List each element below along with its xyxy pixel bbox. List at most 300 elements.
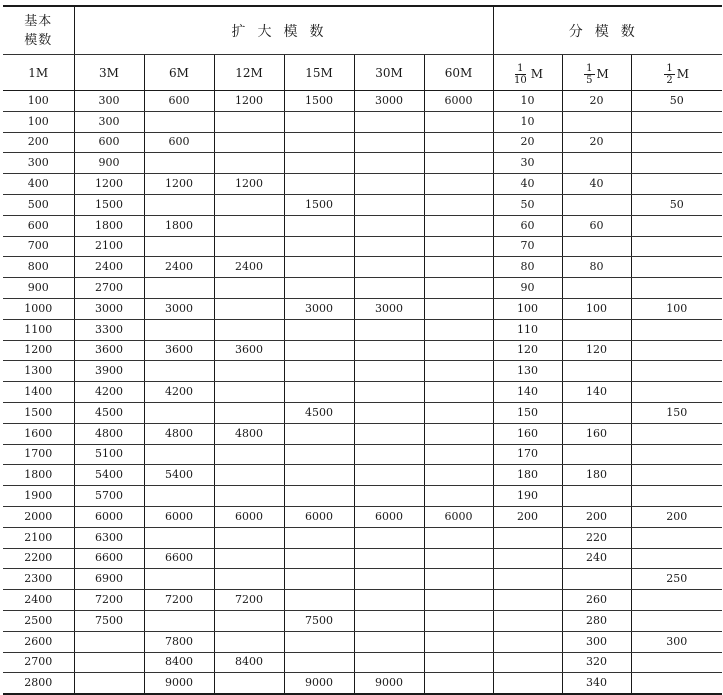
table-cell	[631, 382, 722, 403]
table-cell: 1200	[214, 174, 284, 195]
table-cell	[144, 361, 214, 382]
table-cell	[424, 215, 493, 236]
table-cell	[493, 652, 562, 673]
table-cell	[493, 590, 562, 611]
table-cell	[354, 402, 424, 423]
table-row	[3, 298, 722, 319]
table-row	[3, 174, 722, 195]
table-cell: 120	[562, 340, 631, 361]
table-cell	[144, 111, 214, 132]
table-cell	[214, 132, 284, 153]
table-cell: 1800	[3, 465, 74, 486]
table-cell	[214, 278, 284, 299]
table-cell: 10	[493, 111, 562, 132]
table-cell	[424, 527, 493, 548]
table-cell: 200	[3, 132, 74, 153]
table-cell	[354, 153, 424, 174]
table-cell	[424, 298, 493, 319]
table-row	[3, 194, 722, 215]
table-cell	[562, 194, 631, 215]
table-cell	[214, 444, 284, 465]
table-cell: 2800	[3, 673, 74, 694]
table-row	[3, 319, 722, 340]
table-cell	[144, 444, 214, 465]
table-cell: 4800	[74, 423, 144, 444]
table-cell	[354, 236, 424, 257]
table-cell	[214, 527, 284, 548]
fraction-numerator: 1	[666, 62, 673, 74]
table-cell	[354, 361, 424, 382]
table-cell: 300	[631, 631, 722, 652]
table-cell: 80	[493, 257, 562, 278]
table-cell: 4800	[144, 423, 214, 444]
fraction-numerator: 1	[517, 62, 524, 74]
table-cell	[631, 590, 722, 611]
fraction-denominator: 5	[586, 74, 593, 86]
table-cell	[562, 444, 631, 465]
table-cell: 120	[493, 340, 562, 361]
table-row	[3, 257, 722, 278]
table-row	[3, 153, 722, 174]
table-cell	[424, 548, 493, 569]
table-cell	[214, 194, 284, 215]
table-cell: 3600	[74, 340, 144, 361]
table-row	[3, 278, 722, 299]
table-cell: 320	[562, 652, 631, 673]
table-cell	[493, 631, 562, 652]
table-cell	[354, 486, 424, 507]
table-cell	[354, 278, 424, 299]
col-header-30m: 30M	[354, 55, 424, 91]
table-cell: 1500	[3, 402, 74, 423]
table-cell: 250	[631, 569, 722, 590]
table-cell: 1600	[3, 423, 74, 444]
column-header-row	[3, 55, 722, 91]
table-cell: 4800	[214, 423, 284, 444]
table-cell: 800	[3, 257, 74, 278]
table-cell: 50	[631, 194, 722, 215]
table-row	[3, 91, 722, 112]
table-cell	[214, 673, 284, 694]
table-cell	[424, 486, 493, 507]
table-row	[3, 486, 722, 507]
table-cell: 220	[562, 527, 631, 548]
table-cell: 2400	[214, 257, 284, 278]
table-cell	[74, 652, 144, 673]
table-cell: 130	[493, 361, 562, 382]
table-cell: 600	[3, 215, 74, 236]
table-cell	[284, 215, 354, 236]
table-cell	[631, 132, 722, 153]
table-cell	[354, 631, 424, 652]
table-cell: 80	[562, 257, 631, 278]
table-cell: 2500	[3, 610, 74, 631]
table-cell: 200	[631, 506, 722, 527]
table-cell: 9000	[354, 673, 424, 694]
table-row	[3, 215, 722, 236]
table-cell: 160	[493, 423, 562, 444]
table-cell	[354, 340, 424, 361]
table-row	[3, 132, 722, 153]
table-cell	[354, 423, 424, 444]
table-cell: 100	[631, 298, 722, 319]
col-header-1m: 1M	[3, 55, 74, 91]
table-cell	[354, 465, 424, 486]
table-cell	[631, 527, 722, 548]
table-cell	[144, 486, 214, 507]
table-cell	[144, 610, 214, 631]
table-cell	[284, 236, 354, 257]
table-cell	[144, 319, 214, 340]
table-cell	[424, 402, 493, 423]
table-cell	[424, 236, 493, 257]
table-cell: 30	[493, 153, 562, 174]
table-cell	[284, 590, 354, 611]
table-cell	[631, 278, 722, 299]
table-cell	[214, 111, 284, 132]
table-cell	[631, 236, 722, 257]
table-cell	[631, 465, 722, 486]
table-cell: 2100	[74, 236, 144, 257]
table-cell	[354, 111, 424, 132]
table-cell	[284, 111, 354, 132]
table-cell: 7500	[74, 610, 144, 631]
table-cell: 3000	[354, 298, 424, 319]
table-cell	[631, 610, 722, 631]
table-cell: 1400	[3, 382, 74, 403]
table-cell	[214, 215, 284, 236]
table-cell: 5400	[74, 465, 144, 486]
table-cell	[424, 652, 493, 673]
table-cell: 60	[493, 215, 562, 236]
table-cell	[424, 444, 493, 465]
table-cell	[214, 486, 284, 507]
table-cell	[284, 340, 354, 361]
table-row	[3, 590, 722, 611]
table-cell	[144, 153, 214, 174]
table-cell: 7200	[214, 590, 284, 611]
table-cell	[631, 340, 722, 361]
table-cell: 100	[3, 111, 74, 132]
modulus-table	[3, 5, 722, 695]
table-cell	[562, 361, 631, 382]
table-cell: 110	[493, 319, 562, 340]
table-cell: 3000	[74, 298, 144, 319]
table-cell: 900	[3, 278, 74, 299]
table-cell	[284, 423, 354, 444]
table-cell: 5400	[144, 465, 214, 486]
table-row	[3, 444, 722, 465]
corner-line-1: 基本	[24, 13, 53, 29]
base-modulus-header	[3, 6, 74, 55]
table-cell	[562, 278, 631, 299]
expanded-modulus-header: 扩大模数	[74, 6, 493, 55]
table-cell: 500	[3, 194, 74, 215]
table-cell	[424, 319, 493, 340]
table-cell	[284, 444, 354, 465]
table-cell	[631, 215, 722, 236]
table-cell: 20	[562, 132, 631, 153]
table-row	[3, 402, 722, 423]
table-cell: 8400	[214, 652, 284, 673]
table-cell	[493, 569, 562, 590]
table-cell: 900	[74, 153, 144, 174]
table-cell: 1500	[74, 194, 144, 215]
table-cell: 8400	[144, 652, 214, 673]
table-cell	[424, 132, 493, 153]
table-cell: 100	[493, 298, 562, 319]
table-cell: 400	[3, 174, 74, 195]
table-cell: 700	[3, 236, 74, 257]
table-cell: 1200	[214, 91, 284, 112]
table-cell	[424, 610, 493, 631]
table-cell	[214, 548, 284, 569]
table-row	[3, 340, 722, 361]
table-cell	[354, 319, 424, 340]
col-header-half-m	[631, 55, 722, 91]
table-cell: 300	[74, 91, 144, 112]
table-cell	[284, 153, 354, 174]
table-cell	[562, 236, 631, 257]
table-row	[3, 382, 722, 403]
table-cell	[354, 569, 424, 590]
table-cell: 240	[562, 548, 631, 569]
table-cell: 3600	[144, 340, 214, 361]
table-cell	[424, 174, 493, 195]
table-cell: 3000	[284, 298, 354, 319]
table-body	[3, 91, 722, 695]
table-cell	[631, 444, 722, 465]
table-cell	[284, 652, 354, 673]
col-header-60m: 60M	[424, 55, 493, 91]
table-cell	[424, 153, 493, 174]
table-row	[3, 548, 722, 569]
table-row	[3, 236, 722, 257]
table-cell: 1800	[144, 215, 214, 236]
table-cell: 9000	[284, 673, 354, 694]
fraction-denominator: 10	[513, 74, 527, 86]
table-cell	[214, 610, 284, 631]
table-cell: 7800	[144, 631, 214, 652]
fraction-numerator: 1	[586, 62, 593, 74]
table-cell: 2400	[144, 257, 214, 278]
table-cell: 180	[562, 465, 631, 486]
table-cell	[144, 402, 214, 423]
table-cell: 260	[562, 590, 631, 611]
table-cell	[631, 548, 722, 569]
table-cell	[354, 527, 424, 548]
table-cell	[214, 153, 284, 174]
table-cell	[424, 382, 493, 403]
table-cell	[144, 278, 214, 299]
table-cell: 40	[493, 174, 562, 195]
table-cell	[424, 673, 493, 694]
col-header-3m: 3M	[74, 55, 144, 91]
table-cell	[493, 610, 562, 631]
table-row	[3, 610, 722, 631]
table-cell	[424, 340, 493, 361]
table-cell	[74, 631, 144, 652]
table-cell	[144, 527, 214, 548]
table-cell: 1700	[3, 444, 74, 465]
table-cell: 6000	[284, 506, 354, 527]
table-cell	[424, 257, 493, 278]
table-cell	[354, 215, 424, 236]
table-cell	[424, 569, 493, 590]
table-cell	[214, 569, 284, 590]
table-row	[3, 631, 722, 652]
table-cell	[424, 465, 493, 486]
table-cell: 6000	[354, 506, 424, 527]
table-cell: 190	[493, 486, 562, 507]
table-cell	[354, 610, 424, 631]
table-row	[3, 569, 722, 590]
table-row	[3, 527, 722, 548]
table-cell	[631, 361, 722, 382]
table-cell	[354, 382, 424, 403]
table-cell	[562, 486, 631, 507]
table-cell: 90	[493, 278, 562, 299]
table-cell: 100	[562, 298, 631, 319]
table-cell: 1300	[3, 361, 74, 382]
table-cell: 6000	[144, 506, 214, 527]
fraction-unit: M	[676, 67, 690, 81]
corner-line-2: 模数	[24, 32, 53, 48]
table-cell	[144, 194, 214, 215]
table-cell	[424, 194, 493, 215]
table-cell: 150	[631, 402, 722, 423]
table-cell: 60	[562, 215, 631, 236]
table-cell: 4200	[74, 382, 144, 403]
table-cell: 280	[562, 610, 631, 631]
table-cell: 6600	[74, 548, 144, 569]
table-cell: 50	[493, 194, 562, 215]
table-cell	[284, 382, 354, 403]
table-cell	[424, 423, 493, 444]
table-cell	[631, 652, 722, 673]
table-cell: 6300	[74, 527, 144, 548]
table-cell: 170	[493, 444, 562, 465]
fractional-modulus-header: 分模数	[493, 6, 722, 55]
table-cell: 7200	[144, 590, 214, 611]
table-cell	[631, 319, 722, 340]
table-row	[3, 111, 722, 132]
table-cell	[562, 111, 631, 132]
table-cell	[284, 527, 354, 548]
table-cell	[493, 673, 562, 694]
table-cell	[284, 174, 354, 195]
table-cell	[631, 174, 722, 195]
table-cell: 6000	[424, 91, 493, 112]
table-row	[3, 652, 722, 673]
table-cell	[631, 423, 722, 444]
table-cell: 1900	[3, 486, 74, 507]
col-header-fifth-m	[562, 55, 631, 91]
table-cell	[214, 319, 284, 340]
table-cell	[284, 319, 354, 340]
table-cell	[354, 590, 424, 611]
fraction-unit: M	[530, 67, 544, 81]
table-cell: 2200	[3, 548, 74, 569]
table-cell: 3300	[74, 319, 144, 340]
table-cell	[214, 298, 284, 319]
table-cell: 3900	[74, 361, 144, 382]
table-cell: 180	[493, 465, 562, 486]
table-cell: 4500	[284, 402, 354, 423]
table-cell	[214, 382, 284, 403]
group-header-row	[3, 6, 722, 55]
table-cell	[284, 548, 354, 569]
table-cell	[214, 361, 284, 382]
table-cell	[493, 527, 562, 548]
table-cell: 1500	[284, 194, 354, 215]
table-cell: 2400	[74, 257, 144, 278]
table-cell: 340	[562, 673, 631, 694]
table-cell	[631, 486, 722, 507]
table-cell	[354, 444, 424, 465]
table-cell: 40	[562, 174, 631, 195]
table-cell	[74, 673, 144, 694]
col-header-15m: 15M	[284, 55, 354, 91]
table-cell: 2000	[3, 506, 74, 527]
table-cell	[424, 590, 493, 611]
table-cell: 4200	[144, 382, 214, 403]
table-cell: 1200	[74, 174, 144, 195]
table-cell: 140	[493, 382, 562, 403]
table-cell: 70	[493, 236, 562, 257]
table-cell: 600	[144, 132, 214, 153]
table-cell: 160	[562, 423, 631, 444]
table-cell	[144, 569, 214, 590]
table-cell: 2100	[3, 527, 74, 548]
table-cell	[493, 548, 562, 569]
table-cell	[562, 153, 631, 174]
col-header-6m: 6M	[144, 55, 214, 91]
table-row	[3, 465, 722, 486]
table-cell	[284, 132, 354, 153]
table-cell	[562, 402, 631, 423]
table-cell: 2400	[3, 590, 74, 611]
table-cell: 5100	[74, 444, 144, 465]
table-cell: 9000	[144, 673, 214, 694]
table-cell: 6000	[424, 506, 493, 527]
table-cell: 3600	[214, 340, 284, 361]
fraction-unit: M	[596, 67, 609, 81]
table-cell	[284, 465, 354, 486]
table-cell	[631, 153, 722, 174]
table-cell	[631, 257, 722, 278]
table-cell: 2700	[3, 652, 74, 673]
table-cell: 1800	[74, 215, 144, 236]
table-cell	[424, 631, 493, 652]
table-cell: 1200	[144, 174, 214, 195]
table-cell: 2600	[3, 631, 74, 652]
table-cell	[354, 132, 424, 153]
table-cell	[214, 631, 284, 652]
table-cell	[354, 548, 424, 569]
table-cell	[284, 278, 354, 299]
table-cell: 600	[74, 132, 144, 153]
table-cell	[284, 569, 354, 590]
table-cell	[354, 257, 424, 278]
table-cell: 150	[493, 402, 562, 423]
table-cell: 3000	[354, 91, 424, 112]
table-cell: 6000	[214, 506, 284, 527]
table-cell	[562, 569, 631, 590]
table-cell: 6000	[74, 506, 144, 527]
table-cell	[214, 236, 284, 257]
table-cell: 3000	[144, 298, 214, 319]
